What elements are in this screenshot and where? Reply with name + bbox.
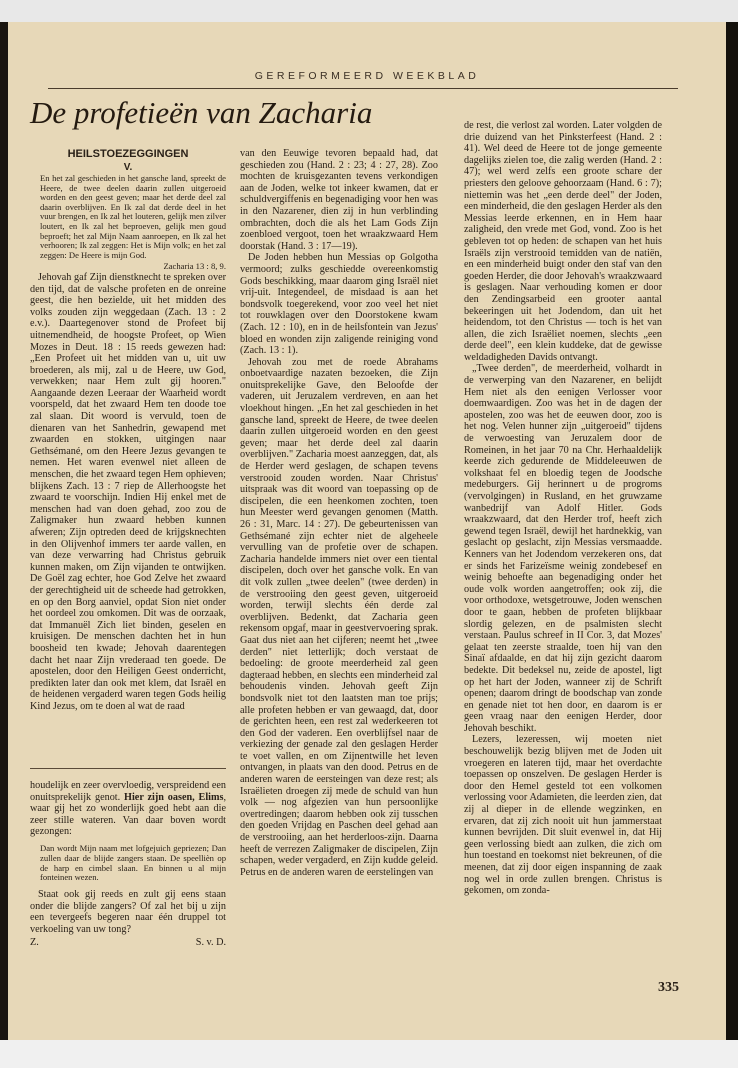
- column-1: [30, 148, 226, 713]
- article-part: V.: [123, 162, 133, 173]
- running-header: GEREFORMEERD WEEKBLAD: [254, 70, 480, 82]
- scan-edge-left: [0, 22, 8, 1040]
- motto-text: En het zal geschieden in het gansche land, spreekt de Heere, de twee deelen daarin zullen uitgeroeid worden en den geest geven; maar het derde deel zal daarin overblijven. En Ik zal dat derde deel in het vuur brengen, en Ik zal het louteren, gelijk men zilver loutert, en Ik zal het beproeven, gelijk men goud beproeft; het zal Mijn Naam aanroepen, en Ik zal het verhooren; Ik zal zeggen: Het is Mijn volk; en het zal zeggen: De Heere is mijn God.: [40, 173, 226, 260]
- psalm-quote: Dan wordt Mijn naam met lofgejuich gepriezen; Dan zullen daar de blijde zangers staan. De speellièn op de harp en cimbel slaan. En binnen u al mijn fonteinen wezen.: [40, 842, 226, 883]
- signature-line: [30, 937, 226, 949]
- scan-edge-right: [726, 22, 738, 1040]
- page-number: 335: [658, 980, 679, 995]
- paragraph: Jehovah gaf Zijn dienstknecht te spreken over den tijd, dat de valsche profeten en de onreine geest, die hen bezielde, uit het midden des volks zouden zijn weggedaan (Zach. 13 : 2 e.v.). Daartegenover stond de Profeet bij uitnemendheid, de hoogste Profeet, op Wien Mozes in Deut. 18 : 15 reeds gewezen had: „Een Profeet uit het midden van u, uit uw broederen, als mij, zal u de Heere, uw God, verwekken; naar Hem zult gij hooren." Aangaande dezen Leeraar der Waarheid wordt voorspeld, dat het zwaard Hem ten doode toe zal slaan. Dit woord is vervuld, toen de dienaren van het Sanhedrin, gewapend met zwaarden en stokken, uitgingen naar Gethsémané, om den Heere Jezus gevangen te nemen. Het waren evenwel niet alleen de menschen, die het zwaard tegen Hem ophieven; blijkens Zach. 13 : 7 riep de Allerhoogste het zwaard te voorschijn. Indien Hij enkel met de menschen had van doen gehad, zoo zou de Zaligmaker hun zwaard hebben kunnen afweren; Zijn optreden deed de krijgsknechten in den Olijvenhof immers ter aarde vallen, en van deze verwarring had Christus gebruik kunnen maken, om Zijn vijanden te ontwijken. De Goël zag echter, hoe God Zelve het zwaard der gerechtigheid uit de scheede had getrokken, en op den Borg aanviel, opdat Sion niet onder het oordeel zou omkomen. Dit was de oorzaak, dat Immanuël Zich liet binden, geselen en kruisigen. De menschen dachten het in hun boosheid ten kwade; Jehovah daarentegen dacht het naar Zijn vrederaad ten goede. De apostelen, door den Heiligen Geest onderricht, predikten later dan ook met klem, dat Israël en de heidenen vergaderd waren tegen Gods heilig Kind Jezus, om te doen al wat de raad: [30, 271, 226, 712]
- column-3: [464, 120, 662, 897]
- magazine-page: [8, 22, 726, 1040]
- paragraph-start: houdelijk en zeer overvloedig, verspreidend een onuitsprekelijk genot.: [30, 780, 226, 803]
- closing-paragraph: Staat ook gij reeds en zult gij eens staan onder die blijde zangers? Of zal het bij u zijn een tevergeefs begeren naar één druppel tot verkoeling van uw tong?: [30, 889, 226, 935]
- motto-source: Zacharia 13 : 8, 9.: [163, 261, 226, 272]
- scan-margin-bottom: [0, 1040, 738, 1068]
- paragraph-end: , waar gij het zo wonderlijk goed hebt aan die zeer stille wateren. Van daar boven wordt gezongen:: [30, 791, 227, 838]
- paragraph: Jehovah zou met de roede Abrahams onboetvaardige nazaten bezoeken, die Zijn onuitsprekelijke Gave, den Beloofde der vaderen, uit Jeruzalem verdreven, en aan het vloekhout hingen. „En het zal geschieden in het gansche land, spreekt de Heere, de twee deelen daarin zullen uitgeroeid worden en den geest geven; maar het derde deel zal daarin overblijven." Zacharia moest aanzeggen, dat, als de Herder werd geslagen, de schapen tevens verstrooid zouden worden. Naar Christus' uitspraak was dit woord van toepassing op de discipelen, die een heenkomen zochten, toen hun Meester werd gevangen genomen (Matth. 26 : 31, Marc. 14 : 27). De gebeurtenissen van Gethsémané zijn echter niet de algeheele vervulling van de profetie over de schapen. Zacharia handelde immers niet over een tiental discipelen, doch over het gansche volk. En van dit volk zullen „twee deelen" (twee derden) in de verstrooiing den geest geven, uitgeroeid worden, terwijl slechts één derde zal overblijven. Bedenkt, dat Zacharia geen rekensom opgaf, maar in geestvervoering sprak. Gaat dus niet aan het cijferen; neemt het „twee derden" niet letterlijk; doch verstaat de bedoeling: de groote meerderheid zal geen dagteraad hebben, en slechts een minderheid zal behoudenis vinden. Jehovah geeft Zijn bondsvolk niet tot den laatsten man toe prijs; alle profeten hebben er van gewaagd, dat, door de gerichten heen, een rest zal wederkeeren tot den God der vaderen. Een overblijfsel naar de verkiezing der genade zal den geslagen Herder te voet vallen, en om Zijnentwille het leven ontvangen, in plaats van den dood. Petrus en de anderen waren de eersteingen van deze rest; als Israëlieten droegen zij mede de schuld van hun volk — nog afgezien van hun persoonlijke overtredingen; daarom hebben ook zij tusschen den goeden Vrijdag en Paschen deel gehad aan de verstrooiing, aan het herderloos-zijn. Daarna heeft de verrezen Zaligmaker de discipelen, Zijn schapen, weder vergaderd, en Zijn kudde geleid. Petrus en de anderen waren de eerstelingen van: [240, 356, 438, 878]
- signature-left: Z.: [30, 936, 39, 948]
- paragraph: „Twee derden", de meerderheid, volhardt in de verwerping van den Nazarener, en belijdt Hem niet als den eenigen Verlosser voor doemwaardigen. Zoo was het in de dagen der apostelen, zoo was het de eeuwen door, zoo is het nog. Velen hunner zijn „uitgeroeid" tijdens de verwoesting van Jeruzalem door de Romeinen, in het jaar 70 na Chr. Herhaaldelijk keerde zich gedurende de Middeleeuwen de volkshaat fel en bloedig tegen de Joodsche medeburgers. Gij herinnert u de progroms (vervolgingen) in Rusland, en het gruwzame wanbedrijf van Adolf Hitler. Gods wraakzwaard, dat den Herder trof, heeft zich gewend tegen Israël, dewijl het hardnekkig, van geslacht op geslacht, zijn Messias versmaadde. Kenners van het Jodendom verzekeren ons, dat er sinds het Farizeïsme weinig zondebesef en weinig behoefte aan begenadiging onder het oude volk worden aangetroffen; ook zij, die voor orthodoxe, wetsgetrouwe, Joden wenschen door te gaan, hebben de profeten blijkbaar slordig gelezen, en de psalmisten slecht verstaan. Paulus schreef in II Cor. 3, dat Mozes' gelaat ten zeerste straalde, toen hij van den Sinaï afdaalde, en dat hij zijn gezicht daarom bedekte. Dit bedeksel nu, zeide de apostel, ligt op het hart der Joden, wanneer zij de Schrift openen; daarom dringt de boodschap van zonde en genade niet tot hen door, en daarom is er geen vraag naar den eenigen Herder, door Jehovah beschikt.: [464, 363, 662, 734]
- column-separator: [30, 768, 226, 769]
- article-title: De profetieën van Zacharia: [30, 95, 373, 130]
- header-rule: [48, 88, 678, 89]
- paragraph: van den Eeuwige tevoren bepaald had, dat geschieden zou (Hand. 2 : 23; 4 : 27, 28). Zoo mochten de kruisgezanten tevens verkondigen aan de Joden, welke tot inkeer kwamen, dat er schuldvergiffenis en begenadiging voor hen was in den Nazarener, dien zij in hun verblinding ombrachten, doch die als het Lam Gods Zijn zoenbloed vergoot, toen het wraakzwaard Hem doorstak (Hand. 3 : 17—19).: [240, 148, 438, 252]
- paragraph: De Joden hebben hun Messias op Golgotha vermoord; zulks geschiedde overeenkomstig Gods beschikking, maar daarom ging Israël niet vrij-uit. Integendeel, de misdaad is aan het bondsvolk toegerekend, voor zoo veel het niet tot rouwklagen over den Doorstokene kwam (Zach. 12 : 10), en in de heilsfontein van Jezus' bloed en wonden zijn zaligende reiniging vond (Zach. 13 : 1).: [240, 252, 438, 357]
- column-1-continuation: [30, 780, 226, 948]
- paragraph: Lezers, lezeressen, wij moeten niet beschouwelijk bezig blijven met de Joden uit vroegeren en lateren tijd, maar het overdachte toepassen op onszelven. De geslagen Herder is door den Hemel gesteld tot een volkomen verlossing voor Adamieten, die leerden zien, dat zij al dieper in de ellende wegzinken, en ervaren, dat zij zich nooit uit hun jammerstaat kunnen bevrijden. Dit sluit evenwel in, dat Hij geen verlossing biedt aan zulken, die zich om hun toestand en toekomst niet bekreunen, of die meenen, dat zij door eigen inspanning de zaak nog wel in orde zullen brengen. Christus is gekomen, om zonda-: [464, 734, 662, 897]
- signature-right: S. v. D.: [195, 936, 226, 948]
- column-2: [240, 148, 438, 878]
- article-subtitle: HEILSTOEZEGGINGEN: [67, 148, 189, 160]
- paragraph: de rest, die verlost zal worden. Later volgden de drie duizend van het Pinksterfeest (Hand. 2 : 41). Wel deed de Heere tot de jonge gemeente dagelijks zielen toe, die zalig werden (Hand. 2 : 47); wel werd zelfs een groote schare der priesters den geloove gehoorzaam (Hand. 6 : 7); niettemin was het „een derde deel" der Joden, een minderheid, die den geslagen Herder als den Messias leerde erkennen, en in Hem haar zaligheid, den vrede met God, vond. Zoo is het gebleven tot op heden: de schapen van het huis Israëls zijn verstrooid temidden van de natiën, en een minderheid buigt onder den staf van den goeden Herder, die door Jehovah's wraakzwaard is geslagen. Naar verhouding komen er door den Zendingsarbeid een grooter aantal bekeeringen uit het Jodendom, dan uit het heidendom, tot den Christus — toch is het van allen, die zich Israëliet noemen, slechts „een derde deel", een klein kuddeke, dat de gewisse weldadigheden Davids ontvangt.: [464, 120, 663, 363]
- scan-margin-top: [0, 0, 738, 22]
- emphasis-text: Hier zijn oasen, Elims: [124, 791, 224, 803]
